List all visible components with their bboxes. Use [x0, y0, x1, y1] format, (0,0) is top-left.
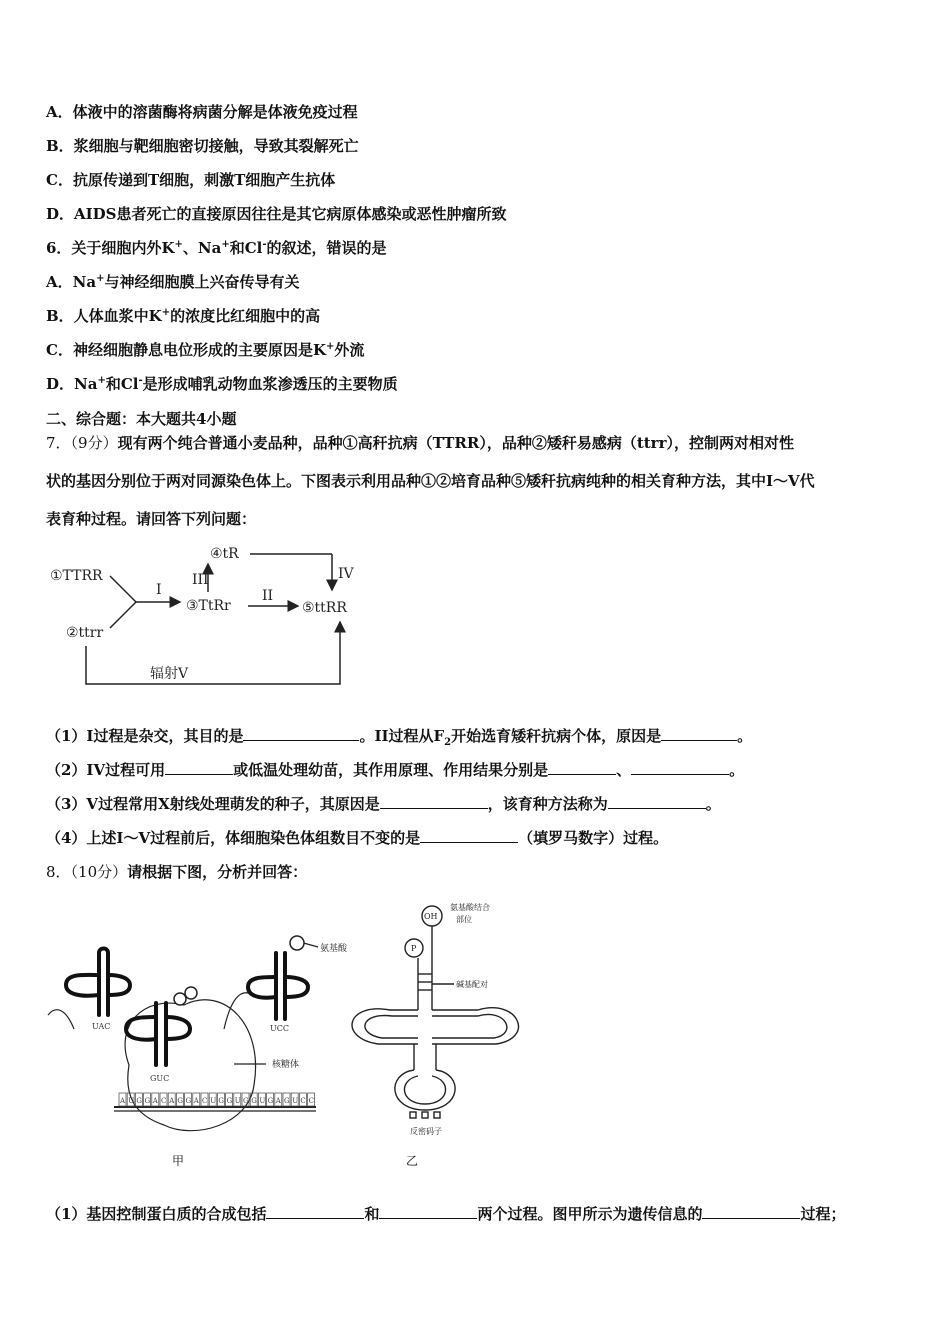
- anticodon-base: [422, 1112, 428, 1118]
- d-arm: [352, 1009, 418, 1044]
- q6-d-mid: 和Cl: [105, 375, 139, 393]
- answer-blank[interactable]: [379, 1203, 477, 1219]
- q6-stem-mid1: 、Na: [182, 239, 222, 257]
- q6-stem-post: 的叙述，错误的是: [266, 239, 387, 257]
- trna-1: [99, 949, 108, 966]
- q7-sub1-a: （1）I过程是杂交，其目的是: [46, 727, 244, 745]
- answer-blank[interactable]: [243, 725, 359, 741]
- q8-sub1-b: 和: [364, 1205, 380, 1223]
- anticodon-loop: [404, 1076, 445, 1104]
- label-process-1: I: [156, 582, 162, 598]
- plus-sign: +: [96, 273, 105, 284]
- amino-acid-label: 氨基酸: [320, 944, 348, 954]
- q7-sub-1: [46, 725, 752, 747]
- q5-option-c: C．抗原传递到T细胞，刺激T细胞产生抗体: [46, 171, 336, 189]
- node-1: ①TTRR: [50, 568, 103, 584]
- mrna-base: G: [136, 1097, 142, 1105]
- breeding-diagram: [40, 540, 370, 690]
- anticodon-label: 反密码子: [410, 1127, 442, 1136]
- aa-site-label-1: 氨基酸结合: [450, 903, 490, 912]
- mrna-base: G: [284, 1097, 290, 1105]
- q6-b-pre: B．人体血浆中K: [46, 307, 162, 325]
- q7-sub3-a: （3）V过程常用X射线处理萌发的种子，其原因是: [46, 795, 380, 813]
- q5-option-b: B．浆细胞与靶细胞密切接触，导致其裂解死亡: [46, 137, 359, 155]
- mrna-base: G: [185, 1097, 192, 1105]
- translation-figure: [44, 925, 374, 1155]
- aa-site-label-2: 部位: [456, 915, 472, 924]
- q7-sub4-b: （填罗马数字）过程。: [518, 829, 669, 847]
- q7-sub2-a: （2）IV过程可用: [46, 761, 166, 779]
- q7-sub3-b: ，该育种方法称为: [487, 795, 608, 813]
- mrna-base: U: [292, 1097, 299, 1105]
- q7-sub-4: [46, 827, 668, 849]
- trna-2-arm: [166, 1017, 190, 1039]
- q7-sub1-d: 。: [737, 727, 753, 745]
- label-process-4: IV: [338, 566, 354, 582]
- p-label: P: [411, 944, 417, 953]
- mrna-base: C: [308, 1097, 314, 1105]
- mrna-base: U: [234, 1097, 241, 1105]
- answer-blank[interactable]: [548, 759, 616, 775]
- anticodon-2: GUC: [150, 1074, 170, 1083]
- q6-option-a: [46, 271, 299, 293]
- base-pair-label: 碱基配对: [456, 980, 488, 989]
- minus-sign: -: [262, 239, 267, 250]
- answer-blank[interactable]: [165, 759, 233, 775]
- q6-option-b: [46, 305, 320, 327]
- anticodon-base: [410, 1112, 416, 1118]
- q5-option-d: D．AIDS患者死亡的直接原因往往是其它病原体感染或恶性肿瘤所致: [46, 205, 507, 223]
- q6-d-pre: D．Na: [46, 375, 98, 393]
- q7-sub-2: [46, 759, 744, 781]
- label-process-3: III: [192, 572, 209, 588]
- mrna-base: G: [267, 1097, 274, 1105]
- q7-sub-3: [46, 793, 721, 815]
- q6-stem-mid2: 和Cl: [229, 239, 263, 257]
- answer-blank[interactable]: [661, 725, 737, 741]
- q7-number: 7．（9分）: [46, 434, 118, 452]
- mrna-base: G: [243, 1097, 249, 1105]
- mrna-base: A: [152, 1097, 158, 1105]
- plus-sign: +: [325, 341, 335, 352]
- q8-stem-text: 请根据下图，分析并回答：: [127, 863, 308, 881]
- ribosome-label: 核糖体: [272, 1060, 300, 1070]
- answer-blank[interactable]: [608, 793, 706, 809]
- figure-yi-label: 乙: [406, 1154, 419, 1168]
- mrna-base: A: [193, 1097, 199, 1105]
- q6-option-c: [46, 339, 364, 361]
- q7-sub2-b: 或低温处理幼苗，其作用原理、作用结果分别是: [233, 761, 549, 779]
- mrna-base: C: [202, 1097, 208, 1105]
- q7-sub4-a: （4）上述I～V过程前后，体细胞染色体组数目不变的是: [46, 829, 421, 847]
- q7-line-3: 表育种过程。请回答下列问题：: [46, 510, 257, 528]
- q6-d-post: 是形成哺乳动物血浆渗透压的主要物质: [142, 375, 398, 393]
- amino-acid-bead: [174, 993, 186, 1005]
- trna-1-arm: [66, 975, 99, 996]
- label-process-5: 辐射V: [150, 666, 189, 682]
- answer-blank[interactable]: [266, 1203, 364, 1219]
- q6-stem-pre: 6．关于细胞内外K: [46, 239, 175, 257]
- q7-sub1-c: 开始选育矮秆抗病个体，原因是: [451, 727, 662, 745]
- oh-label: OH: [424, 912, 438, 921]
- q8-sub1-c: 两个过程。图甲所示为遗传信息的: [477, 1205, 703, 1223]
- q6-stem: [46, 237, 387, 259]
- node-5: ⑤ttRR: [302, 600, 347, 616]
- mrna-base: G: [177, 1097, 183, 1105]
- q8-sub1-d: 过程；: [800, 1205, 846, 1223]
- node-2: ②ttrr: [66, 625, 104, 641]
- minus-sign: -: [138, 375, 143, 386]
- mrna-base: U: [259, 1097, 266, 1105]
- plus-sign: +: [221, 239, 230, 250]
- trna-2-arm: [126, 1017, 156, 1040]
- t-arm: [432, 1014, 507, 1038]
- plus-sign: +: [161, 307, 171, 318]
- answer-blank[interactable]: [631, 759, 729, 775]
- q8-number: 8．（10分）: [46, 863, 128, 881]
- q8-sub-1: [46, 1203, 846, 1225]
- mrna-bases: [119, 1093, 315, 1106]
- mrna-base: U: [210, 1097, 217, 1105]
- q7-line-2: 状的基因分别位于两对同源染色体上。下图表示利用品种①②培育品种⑤矮秆抗病纯种的相关育种方法，其中I～V代: [46, 472, 815, 490]
- amino-acid-bead: [290, 936, 304, 950]
- section-2-title: 二、综合题：本大题共4小题: [46, 410, 237, 428]
- figure-jia-label: 甲: [172, 1154, 185, 1168]
- node-3: ③TtRr: [186, 598, 231, 614]
- q6-a-post: 与神经细胞膜上兴奋传导有关: [104, 273, 300, 291]
- label-process-2: II: [262, 588, 274, 604]
- subscript-2: 2: [444, 737, 452, 748]
- arrow-process-5: [86, 622, 340, 684]
- q8-stem: [46, 861, 307, 883]
- plus-sign: +: [97, 375, 106, 386]
- q6-a-pre: A．Na: [46, 273, 97, 291]
- trna-3-arm: [248, 977, 276, 998]
- q7-sub1-b: 。II过程从F: [359, 727, 445, 745]
- q6-c-pre: C．神经细胞静息电位形成的主要原因是K: [46, 341, 326, 359]
- mrna-base: C: [161, 1097, 167, 1105]
- q7-sub3-c: 。: [705, 795, 721, 813]
- q5-option-a: A．体液中的溶菌酶将病菌分解是体液免疫过程: [46, 103, 358, 121]
- q7-stem-line-1: [46, 432, 794, 454]
- q6-c-post: 外流: [334, 341, 365, 359]
- mrna-base: U: [128, 1097, 135, 1105]
- answer-blank[interactable]: [420, 827, 518, 843]
- connector-line: [110, 576, 136, 602]
- mrna-base: G: [226, 1097, 233, 1105]
- mrna-base: A: [169, 1097, 175, 1105]
- anticodon-base: [434, 1112, 440, 1118]
- q7-sub2-c: 、: [616, 761, 632, 779]
- q7-sub2-d: 。: [729, 761, 745, 779]
- anticodon-1: UAC: [92, 1022, 111, 1031]
- answer-blank[interactable]: [702, 1203, 800, 1219]
- q8-sub1-a: （1）基因控制蛋白质的合成包括: [46, 1205, 267, 1223]
- connector-line: [110, 602, 136, 628]
- node-4: ④tR: [210, 546, 239, 562]
- peptide-curve: [48, 1010, 74, 1029]
- trna-structure-figure: [330, 898, 550, 1146]
- mrna-base: G: [144, 1097, 151, 1105]
- mrna-base: C: [300, 1097, 306, 1105]
- mrna-base: A: [275, 1097, 281, 1105]
- plus-sign: +: [174, 239, 183, 250]
- mrna-base: G: [218, 1097, 224, 1105]
- anticodon-3: UCC: [270, 1024, 289, 1033]
- mrna-base: A: [120, 1097, 126, 1105]
- trna-3-arm: [285, 977, 308, 997]
- q6-option-d: [46, 373, 398, 395]
- mrna-base: G: [251, 1097, 257, 1105]
- trna-1-arm: [108, 975, 130, 995]
- q6-b-post: 的浓度比红细胞中的高: [170, 307, 321, 325]
- amino-acid-bead: [185, 987, 197, 999]
- answer-blank[interactable]: [380, 793, 488, 809]
- q7-line-1: 现有两个纯合普通小麦品种，品种①高秆抗病（TTRR），品种②矮秆易感病（ttrr），控制两对相对性: [117, 434, 794, 452]
- d-arm: [365, 1016, 418, 1038]
